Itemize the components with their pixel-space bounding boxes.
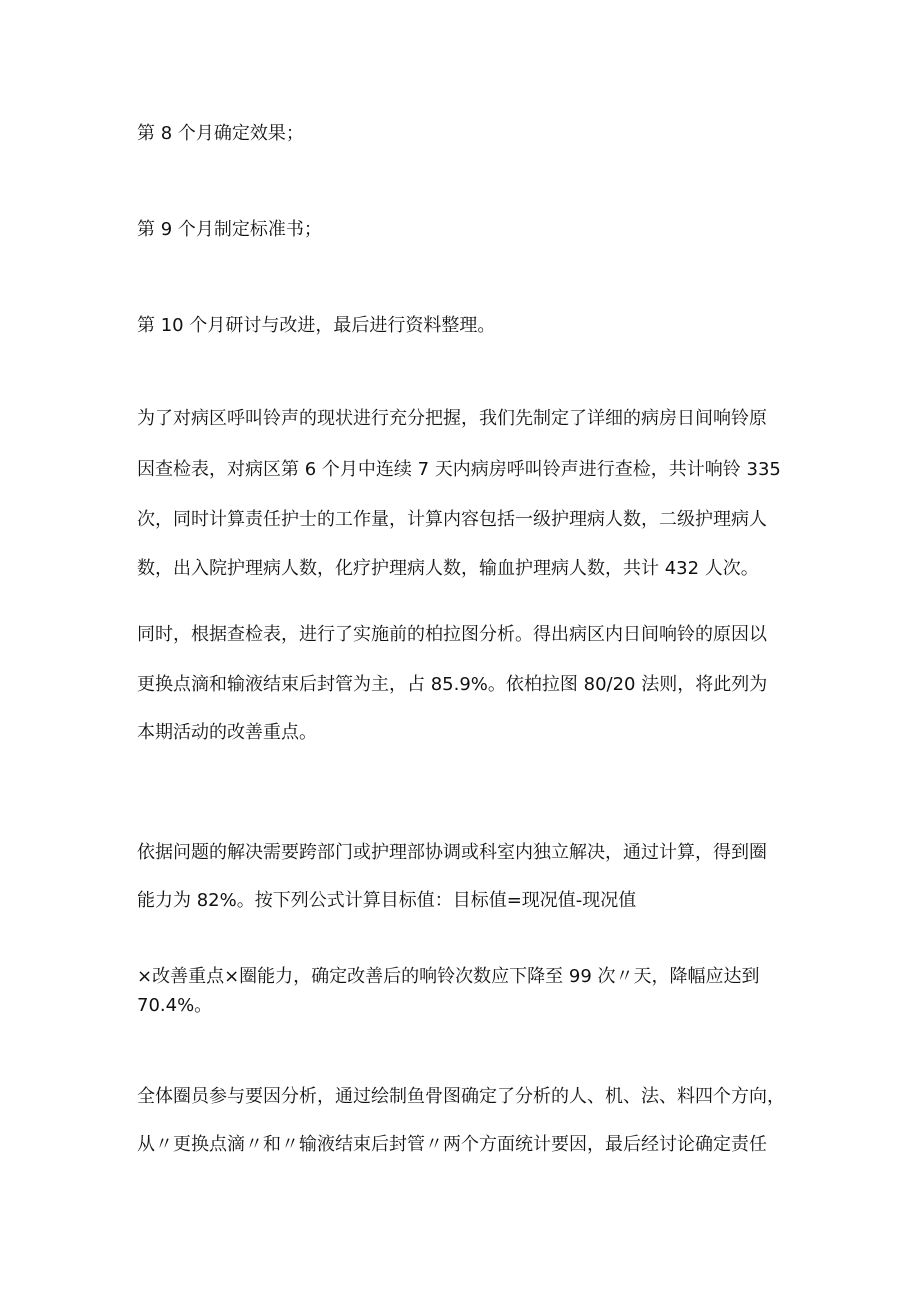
paragraph-line: 全体圈员参与要因分析，通过绘制鱼骨图确定了分析的人、机、法、料四个方向，: [137, 1086, 785, 1107]
paragraph-line: 因查检表，对病区第 6 个月中连续 7 天内病房呼叫铃声进行查检，共计响铃 335: [137, 459, 781, 480]
paragraph-line: 数，出入院护理病人数，化疗护理病人数，输血护理病人数，共计 432 人次。: [137, 558, 759, 579]
paragraph-line: 从〃更换点滴〃和〃输液结束后封管〃两个方面统计要因，最后经讨论确定责任: [137, 1134, 767, 1155]
schedule-line-month-8: 第 8 个月确定效果；: [137, 123, 304, 144]
paragraph-line: 同时，根据查检表，进行了实施前的柏拉图分析。得出病区内日间响铃的原因以: [137, 624, 767, 645]
schedule-line-month-10: 第 10 个月研讨与改进，最后进行资料整理。: [137, 315, 496, 336]
paragraph-line: 本期活动的改善重点。: [137, 722, 317, 743]
schedule-line-month-9: 第 9 个月制定标准书；: [137, 219, 322, 240]
paragraph-line: 70.4%。: [137, 995, 213, 1016]
paragraph-line: 依据问题的解决需要跨部门或护理部协调或科室内独立解决，通过计算，得到圈: [137, 842, 767, 863]
paragraph-line: ×改善重点×圈能力，确定改善后的响铃次数应下降至 99 次〃天，降幅应达到: [137, 966, 760, 987]
paragraph-line: 更换点滴和输液结束后封管为主，占 85.9%。依柏拉图 80/20 法则，将此列为: [137, 674, 768, 695]
paragraph-line: 次，同时计算责任护士的工作量，计算内容包括一级护理病人数，二级护理病人: [137, 509, 767, 530]
paragraph-line: 为了对病区呼叫铃声的现状进行充分把握，我们先制定了详细的病房日间响铃原: [137, 408, 767, 429]
paragraph-line: 能力为 82%。按下列公式计算目标值：目标值=现况值-现况值: [137, 890, 637, 911]
